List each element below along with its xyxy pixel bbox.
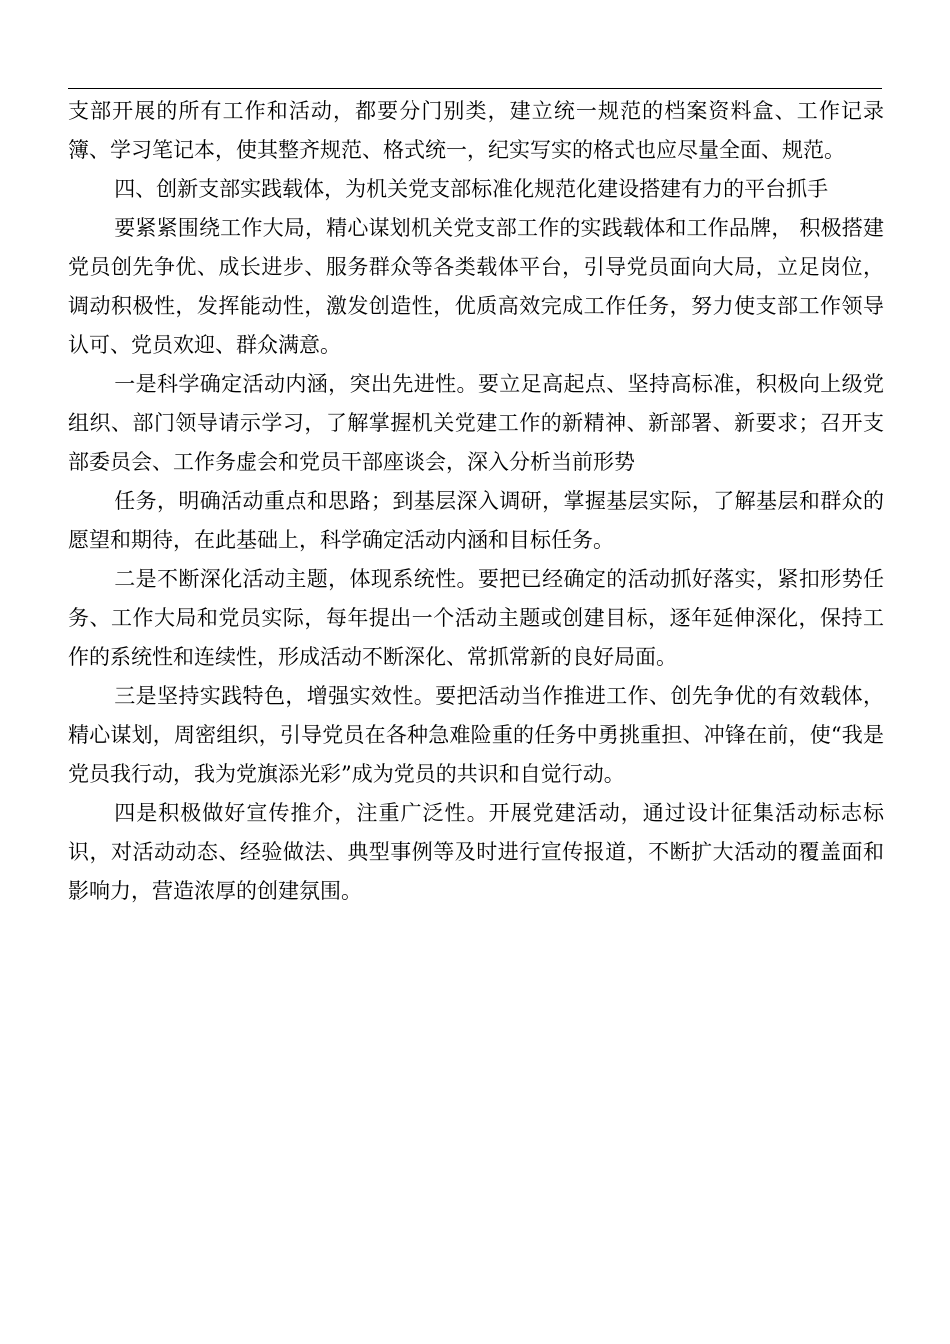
paragraph-point-two: 二是不断深化活动主题，体现系统性。要把已经确定的活动抓好落实，紧扣形势任务、工作大局和党员实际，每年提出一个活动主题或创建目标，逐年延伸深化，保持工作的系统性和连续性，形成活动不断深化、常抓常新的良好局面。 — [68, 567, 884, 669]
section-heading-four: 四、创新支部实践载体，为机关党支部标准化规范化建设搭建有力的平台抓手 — [114, 177, 829, 201]
paragraph-point-one: 一是科学确定活动内涵，突出先进性。要立足高起点、坚持高标准，积极向上级党组织、部门领导请示学习，了解掌握机关党建工作的新精神、新部署、新要求；召开支部委员会、工作务虚会和党员干部座谈会，深入分析当前形势 — [68, 372, 884, 474]
paragraph-continuation: 支部开展的所有工作和活动，都要分门别类，建立统一规范的档案资料盒、工作记录簿、学习笔记本，使其整齐规范、格式统一，纪实写实的格式也应尽量全面、规范。 — [68, 99, 884, 162]
paragraph-point-one-continued: 任务，明确活动重点和思路；到基层深入调研，掌握基层实际，了解基层和群众的愿望和期待，在此基础上，科学确定活动内涵和目标任务。 — [68, 489, 884, 552]
paragraph-point-four: 四是积极做好宣传推介，注重广泛性。开展党建活动，通过设计征集活动标志标识，对活动动态、经验做法、典型事例等及时进行宣传报道，不断扩大活动的覆盖面和影响力，营造浓厚的创建氛围。 — [68, 801, 884, 903]
paragraph-intro: 要紧紧围绕工作大局，精心谋划机关党支部工作的实践载体和工作品牌， 积极搭建党员创先争优、成长进步、服务群众等各类载体平台，引导党员面向大局，立足岗位，调动积极性，发挥能动性，激发创造性，优质高效完成工作任务，努力使支部工作领导认可、党员欢迎、群众满意。 — [68, 216, 884, 357]
header-rule — [68, 88, 882, 89]
document-body — [68, 92, 884, 911]
paragraph-point-three: 三是坚持实践特色，增强实效性。要把活动当作推进工作、创先争优的有效载体，精心谋划，周密组织，引导党员在各种急难险重的任务中勇挑重担、冲锋在前，使“我是党员我行动，我为党旗添光彩”成为党员的共识和自觉行动。 — [68, 684, 884, 786]
